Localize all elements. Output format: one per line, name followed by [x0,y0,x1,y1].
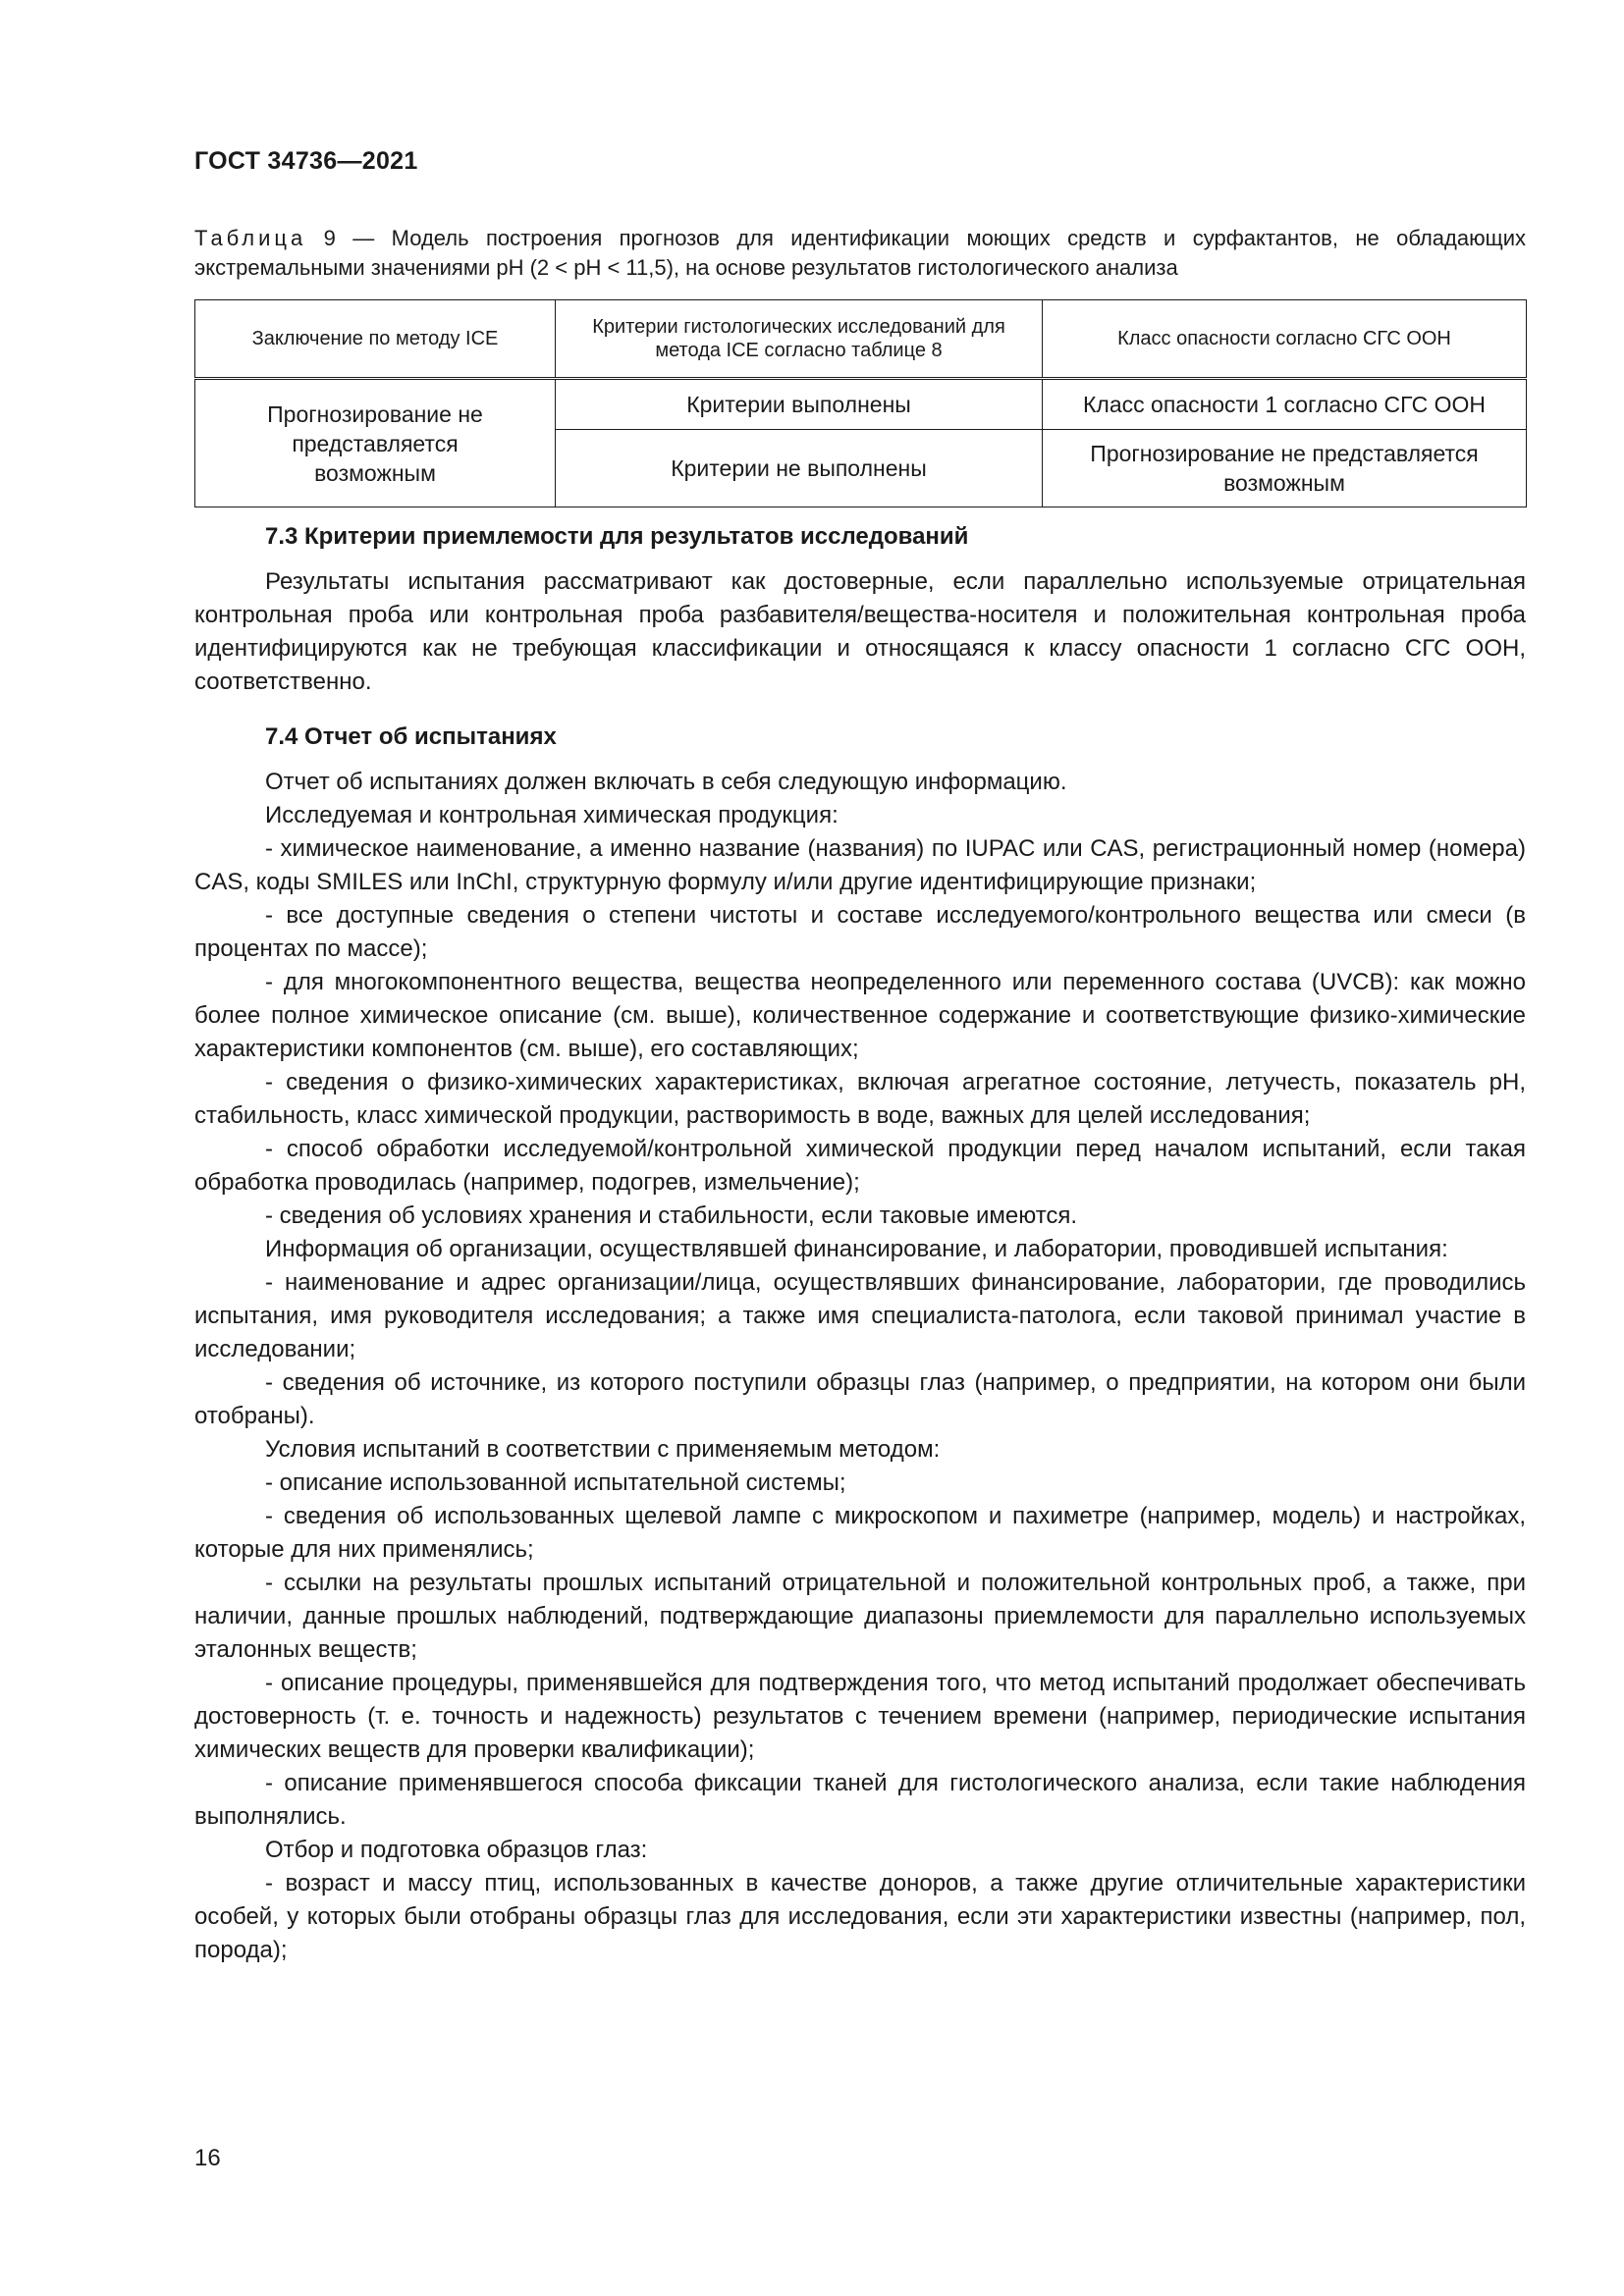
list-item: - описание применявшегося способа фиксации тканей для гистологического анализа, если такие наблюдения выполнялись. [194,1770,1526,1830]
list-item: - сведения об использованных щелевой лампе с микроскопом и пахиметре (например, модель) и настройках, которые для них применялись; [194,1503,1526,1563]
header-hazard-class: Класс опасности согласно СГС ООН [1043,300,1527,379]
table-9 [194,299,1527,507]
hazard-cell: Прогнозирование не представляется возможным [1043,430,1527,507]
paragraph: Информация об организации, осуществлявшей финансирование, и лаборатории, проводившей испытания: [265,1236,1448,1262]
list-item: - сведения об условиях хранения и стабильности, если таковые имеются. [265,1202,1078,1229]
header-histology-criteria: Критерии гистологических исследований для метода ICE согласно таблице 8 [556,300,1043,379]
paragraph: Исследуемая и контрольная химическая продукция: [265,802,839,828]
section-7-3-paragraph: Результаты испытания рассматривают как достоверные, если параллельно используемые отрицательная контрольная проба или контрольная проба разбавителя/вещества-носителя и положительная контрольная проба идентифицируются как не требующая классификации и относящаяся к классу опасности 1 согласно СГС ООН, соответственно. [194,568,1526,695]
list-item: - ссылки на результаты прошлых испытаний отрицательной и положительной контрольных проб, а также, при наличии, данные прошлых наблюдений, подтверждающие диапазоны приемлемости для параллельно используемых эталонных веществ; [194,1570,1526,1663]
standard-code: ГОСТ 34736—2021 [194,147,418,175]
list-item: - сведения о физико-химических характеристиках, включая агрегатное состояние, летучесть, показатель pH, стабильность, класс химической продукции, растворимость в воде, важных для целей исследования; [194,1069,1526,1129]
merged-conclusion-cell: Прогнозирование не представляется возможным [195,379,556,507]
table-caption [194,224,1526,283]
list-item: - возраст и массу птиц, использованных в качестве доноров, а также другие отличительные характеристики особей, у которых были отобраны образцы глаз для исследования, если эти характеристики известны (например, пол, порода); [194,1870,1526,1963]
section-7-3-title: 7.3 Критерии приемлемости для результатов исследований [265,523,969,550]
paragraph: Условия испытаний в соответствии с применяемым методом: [265,1436,941,1463]
list-item: - все доступные сведения о степени чистоты и составе исследуемого/контрольного вещества или смеси (в процентах по массе); [194,902,1526,962]
table-caption-label: Таблица [194,226,307,250]
table-header-row [195,300,1527,379]
list-item: - химическое наименование, а именно название (названия) по IUPAC или CAS, регистрационный номер (номера) CAS, коды SMILES или InChI, структурную формулу и/или другие идентифицирующие признаки; [194,835,1526,895]
hazard-cell: Класс опасности 1 согласно СГС ООН [1043,379,1527,430]
list-item: - способ обработки исследуемой/контрольной химической продукции перед началом испытаний, если такая обработка проводилась (например, подогрев, измельчение); [194,1136,1526,1196]
section-7-4-title: 7.4 Отчет об испытаниях [265,723,557,750]
list-item: - наименование и адрес организации/лица, осуществлявших финансирование, лаборатории, где проводились испытания, имя руководителя исследования; а также имя специалиста-патолога, если таковой принимал участие в исследовании; [194,1269,1526,1362]
criteria-cell: Критерии выполнены [556,379,1043,430]
paragraph: Отбор и подготовка образцов глаз: [265,1837,648,1863]
paragraph: Отчет об испытаниях должен включать в себя следующую информацию. [265,769,1067,795]
table-row [195,379,1527,430]
body-text [194,520,1526,1967]
list-item: - описание процедуры, применявшейся для подтверждения того, что метод испытаний продолжает обеспечивать достоверность (т. е. точность и надежность) результатов с течением времени (например, периодические испытания химических веществ для проверки квалификации); [194,1670,1526,1763]
page-number: 16 [194,2145,221,2171]
list-item: - описание использованной испытательной системы; [265,1469,846,1496]
criteria-cell: Критерии не выполнены [556,430,1043,507]
list-item: - для многокомпонентного вещества, вещества неопределенного или переменного состава (UVCB): как можно более полное химическое описание (см. выше), количественное содержание и соответствующие физико-химические характеристики компонентов (см. выше), его составляющих; [194,969,1526,1062]
list-item: - сведения об источнике, из которого поступили образцы глаз (например, о предприятии, на котором они были отобраны). [194,1369,1526,1429]
header-ice-conclusion: Заключение по методу ICE [195,300,556,379]
table-caption-text: 9 — Модель построения прогнозов для идентификации моющих средств и сурфактантов, не обладающих экстремальными значениями pH (2 < pH < 11,5), на основе результатов гистологического анализа [194,226,1526,280]
